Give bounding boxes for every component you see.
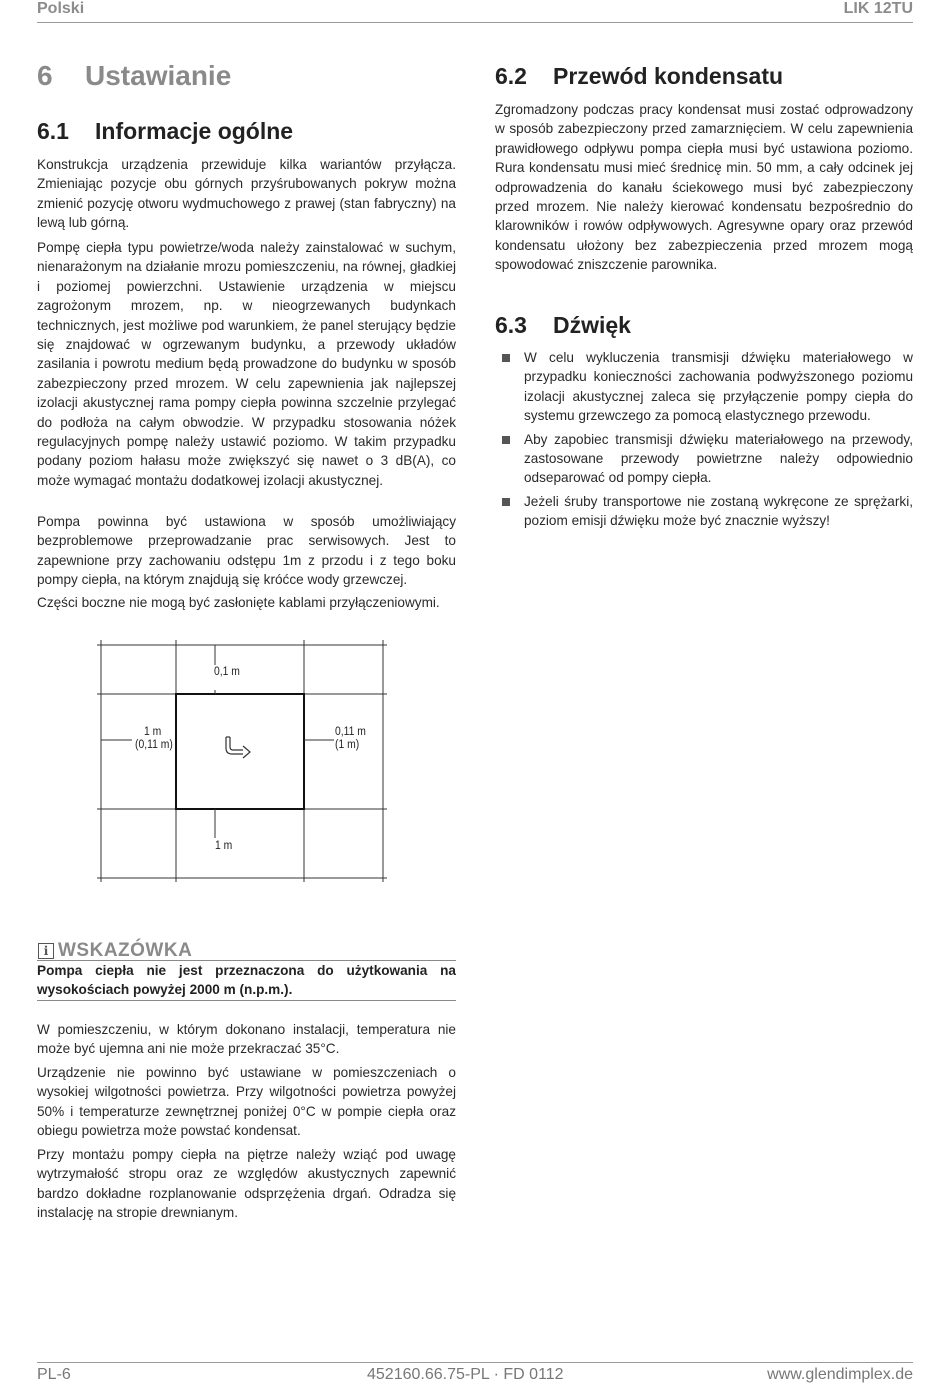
bullet-square-icon — [502, 498, 510, 506]
section-6-1-paragraph-2: Pompę ciepła typu powietrze/woda należy zainstalować w suchym, nienarażonym na działanie mrozu pomieszczeniu, na równej, gładkiej i poziomej powierzchni. Ustawienie urządzenia w miejscu zagrożonym mrozem, np. w nieogrzewanych budynkach technicznych, jest możliwe pod warunkiem, że panel sterujący będzie się znajdować w ogrzewanym budynku, a przewody układów zasilania i powrotu medium będą prowadzone do budynku w sposób zabezpieczony przed mrozem. W celu zapewnienia jak najlepszej izolacji akustycznej rama pompy ciepła powinna szczelnie przylegać do podłoża na całym obwodzie. W przypadku stosowania nóżek regulacyjnych pompę należy ustawić poziomo. W takim przypadku podany poziom hałasu może zwiększyć się nawet o 3 dB(A), co może wymagać montażu dodatkowej izolacji akustycznej. — [37, 240, 456, 488]
section-6-title: Ustawianie — [85, 60, 232, 91]
clearance-right-label: 0,11 m — [335, 726, 366, 738]
header-language: Polski — [37, 0, 85, 17]
clearance-right-label-alt: (1 m) — [335, 739, 360, 751]
after-note-paragraph-3: Przy montażu pompy ciepła na piętrze należy wziąć pod uwagę wytrzymałość stropu oraz ze względów akustycznych zapewnić bardzo dokładne rozplanowanie odsprzężenia drgań. Odradza się instalację na stropie drewnianym. — [37, 1147, 456, 1221]
list-item — [495, 430, 913, 488]
footer-document-id: 452160.66.75-PL · FD 0112 — [367, 1366, 564, 1383]
footer-website: www.glendimplex.de — [767, 1366, 913, 1383]
section-6-2-number: 6.2 — [495, 63, 527, 89]
note-title-text: WSKAZÓWKA — [58, 940, 193, 961]
footer-page-number: PL-6 — [37, 1366, 71, 1383]
bullet-square-icon — [502, 436, 510, 444]
page-header — [37, 0, 913, 23]
list-item — [495, 492, 913, 531]
clearance-left-label-alt: (0,11 m) — [135, 739, 173, 751]
section-6-2-title: Przewód kondensatu — [553, 63, 784, 89]
note-divider-bottom — [37, 1000, 456, 1001]
section-6-3-title: Dźwięk — [553, 312, 631, 338]
section-6-1-paragraph-4: Części boczne nie mogą być zasłonięte kablami przyłączeniowymi. — [37, 595, 440, 610]
section-6-2-heading — [495, 63, 783, 90]
bullet-square-icon — [502, 354, 510, 362]
note-divider-top — [37, 960, 456, 961]
list-item-text: W celu wykluczenia transmisji dźwięku materiałowego w przypadku konieczności zachowania podwyższonego poziomu izolacji akustycznej zaleca się przyłączenie pompy ciepła do systemu grzewczego za pomocą elastycznego przewodu. — [524, 350, 913, 424]
clearance-bottom-label: 1 m — [215, 840, 233, 852]
page-footer — [37, 1362, 913, 1387]
section-6-1-heading — [37, 118, 293, 145]
section-6-1-paragraph-1: Konstrukcja urządzenia przewiduje kilka wariantów przyłącza. Zmieniając pozycje obu górnych przyśrubowanych pokryw można zmienić pozycję otworu wydmuchowego z prawej (stan fabryczny) na lewą lub górną. — [37, 157, 456, 231]
clearance-top-label: 0,1 m — [214, 666, 240, 678]
section-6-1-title: Informacje ogólne — [95, 118, 294, 144]
section-6-3-list — [495, 348, 913, 535]
list-item-text: Aby zapobiec transmisji dźwięku materiałowego na przewody, zastosowane przewody powietrzne należy odpowiednio odseparować od pompy ciepła. — [524, 431, 913, 486]
clearance-diagram — [97, 640, 387, 882]
section-6-number: 6 — [37, 60, 53, 91]
section-6-3-number: 6.3 — [495, 312, 527, 338]
after-note-paragraph-1: W pomieszczeniu, w którym dokonano instalacji, temperatura nie może być ujemna ani nie może przekraczać 35°C. — [37, 1022, 456, 1057]
info-icon: i — [38, 943, 54, 959]
list-item-text: Jeżeli śruby transportowe nie zostaną wykręcone ze sprężarki, poziom emisji dźwięku może być znacznie wyższy! — [524, 493, 913, 529]
note-text: Pompa ciepła nie jest przeznaczona do użytkowania na wysokościach powyżej 2000 m (n.p.m.). — [37, 963, 456, 997]
section-6-1-paragraph-3: Pompa powinna być ustawiona w sposób umożliwiający bezproblemowe przeprowadzanie prac serwisowych. Jest to zapewnione przy zachowaniu odstępu 1m z przodu i z tego boku pompy ciepła, na którym znajdują się króćce wody grzewczej. — [37, 514, 456, 588]
clearance-diagram-lines — [97, 640, 387, 882]
after-note-paragraph-2: Urządzenie nie powinno być ustawiane w pomieszczeniach o wysokiej wilgotności powietrza. Przy wilgotności powietrza powyżej 50% i temperaturze zewnętrznej poniżej 0°C w pompie ciepła oraz obiegu powietrza może powstać kondensat. — [37, 1065, 456, 1139]
header-model: LIK 12TU — [843, 0, 913, 17]
list-item — [495, 348, 913, 426]
clearance-left-label: 1 m — [144, 726, 162, 738]
section-6-1-number: 6.1 — [37, 118, 69, 144]
section-6-2-paragraph: Zgromadzony podczas pracy kondensat musi zostać odprowadzony w sposób zabezpieczony przed zamarznięciem. W celu zapewnienia prawidłowego odpływu pompa ciepła musi być ustawiona poziomo. Rura kondensatu musi mieć średnicę min. 50 mm, a cały odcinek jej odprowadzenia do kanału ściekowego musi być zabezpieczony przed mrozem. Nie należy kierować kondensatu bezpośrednio do klarowników i rowów odpływowych. Agresywne opary oraz przewód kondensatu ułożony bez zabezpieczenia przed mrozem mogą spowodować zniszczenie parownika. — [495, 102, 913, 273]
section-6-heading — [37, 60, 231, 92]
section-6-3-heading — [495, 312, 631, 339]
